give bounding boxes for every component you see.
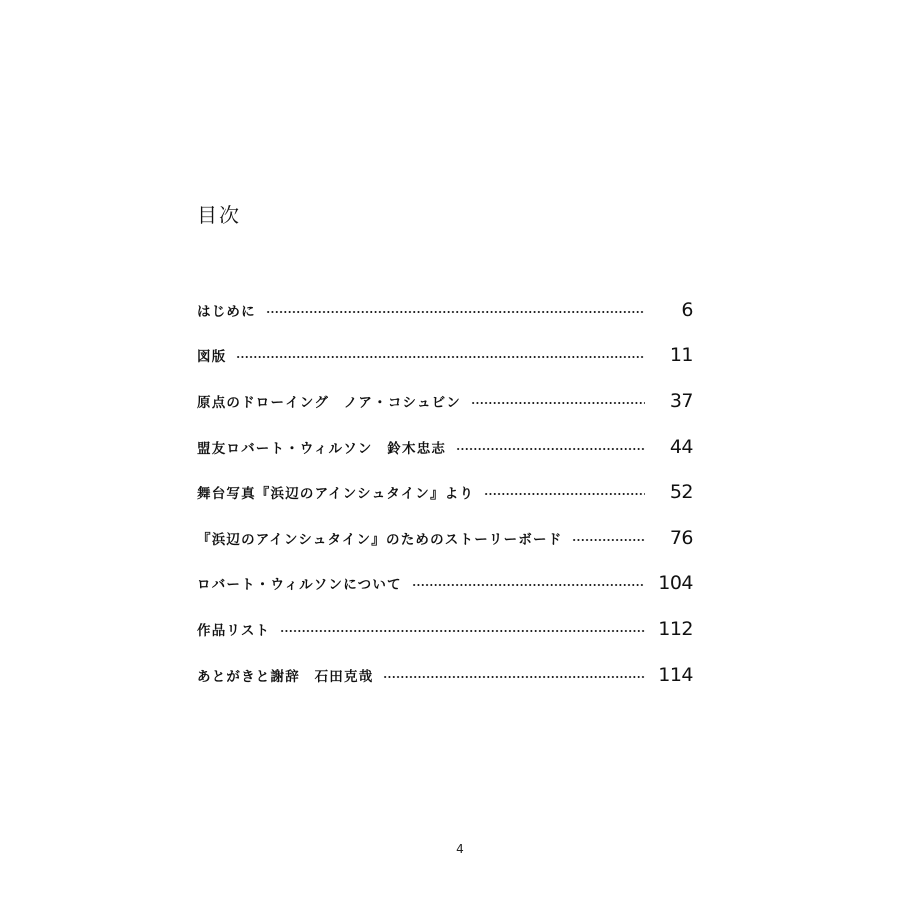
toc-entry-page: 112 (658, 617, 693, 640)
toc-entry-about-wilson[interactable] (197, 561, 693, 607)
dot-leader (266, 311, 645, 313)
toc-entry-preface[interactable] (197, 287, 693, 333)
toc-entry-page: 52 (669, 481, 693, 504)
toc-entry-label: 舞台写真『浜辺のアインシュタイン』より (197, 486, 475, 503)
dot-leader (572, 539, 645, 541)
toc-entry-storyboard[interactable] (197, 515, 693, 561)
page-title: 目次 (197, 203, 241, 227)
table-of-contents (197, 287, 693, 697)
dot-leader (280, 630, 645, 632)
toc-entry-page: 11 (669, 344, 693, 367)
toc-entry-label: はじめに (197, 303, 256, 320)
toc-entry-page: 76 (669, 526, 693, 549)
toc-entry-label: 図版 (197, 349, 227, 366)
toc-entry-page: 6 (681, 298, 693, 321)
toc-entry-plates[interactable] (197, 333, 693, 379)
toc-entry-page: 44 (669, 435, 693, 458)
toc-entry-label: ロバート・ウィルソンについて (197, 577, 402, 594)
page-number: 4 (456, 842, 464, 856)
toc-entry-label: 『浜辺のアインシュタイン』のためのストーリーボード (197, 531, 563, 548)
dot-leader (484, 493, 645, 495)
toc-entry-works-list[interactable] (197, 606, 693, 652)
toc-entry-label: 原点のドローイング ノア・コシュビン (197, 394, 462, 411)
toc-entry-origin-drawing[interactable] (197, 378, 693, 424)
dot-leader (456, 448, 645, 450)
toc-entry-afterword[interactable] (197, 652, 693, 698)
toc-entry-page: 114 (658, 663, 693, 686)
dot-leader (471, 402, 645, 404)
dot-leader (383, 676, 645, 678)
dot-leader (412, 584, 645, 586)
toc-entry-label: 盟友ロバート・ウィルソン 鈴木忠志 (197, 440, 447, 457)
toc-entry-page: 37 (669, 389, 693, 412)
toc-entry-stage-photos[interactable] (197, 469, 693, 515)
dot-leader (236, 356, 645, 358)
toc-entry-label: 作品リスト (197, 622, 271, 639)
toc-entry-label: あとがきと謝辞 石田克哉 (197, 668, 374, 685)
toc-entry-ally-wilson[interactable] (197, 424, 693, 470)
toc-entry-page: 104 (658, 572, 693, 595)
